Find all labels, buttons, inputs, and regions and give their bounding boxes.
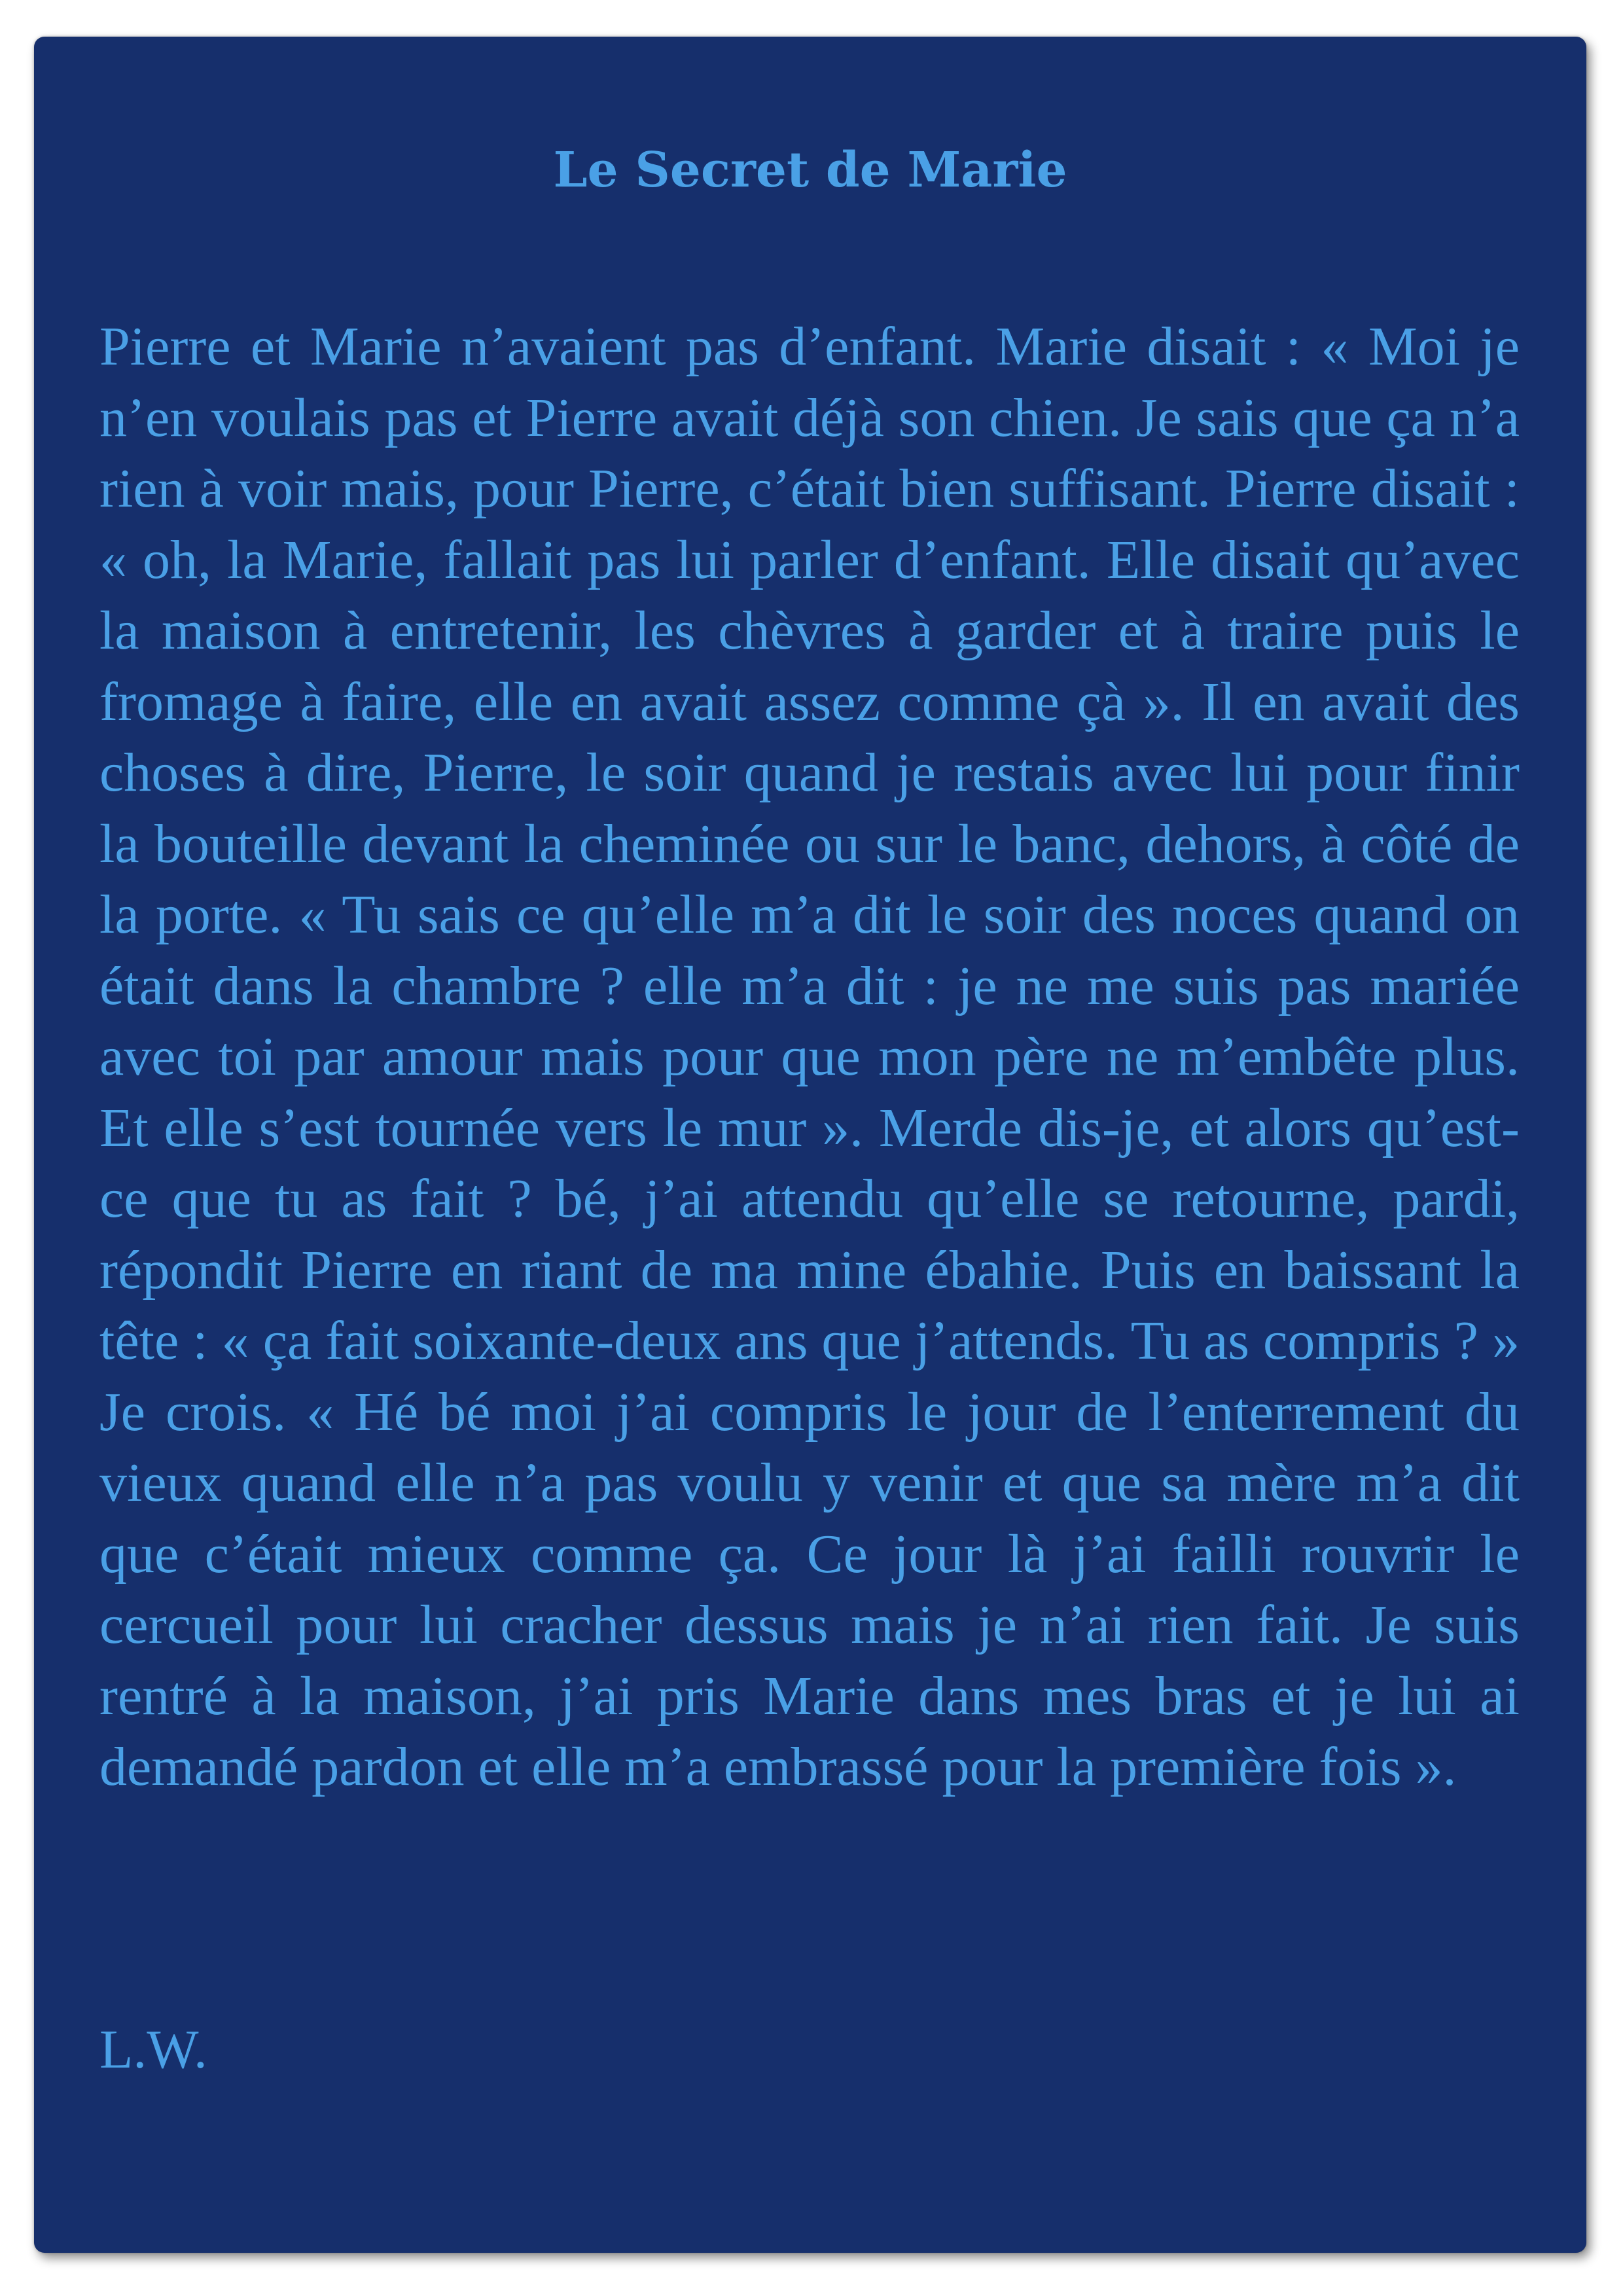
story-text: Pierre et Marie n’avaient pas d’enfant. Marie disait : « Moi je n’en voulais pas et Pierre avait déjà son chien. Je sais que ça n’a rien à voir mais, pour Pierre, c’était bien suffisant. Pierre disait : « oh, la Marie, fallait pas lui parler d’enfant. Elle disait qu’avec la maison à entretenir, les chèvres à garder et à traire puis le fromage à faire, elle en avait assez comme çà ». Il en avait des choses à dire, Pierre, le soir quand je restais avec lui pour finir la bouteille devant la cheminée ou sur le banc, dehors, à côté de la porte. « Tu sais ce qu’elle m’a dit le soir des noces quand on était dans la chambre ? elle m’a dit : je ne me suis pas mariée avec toi par amour mais pour que mon père ne m’embête plus. Et elle s’est tournée vers le mur ». Merde dis-je, et alors qu’est-ce que tu as fait ? bé, j’ai attendu qu’elle se retourne, pardi, répondit Pierre en riant de ma mine ébahie. Puis en baissant la tête : « ça fait soixante-deux ans que j’attends. Tu as compris ? » Je crois. « Hé bé moi j’ai compris le jour de l’enterrement du vieux quand elle n’a pas voulu y venir et que sa mère m’a dit que c’était mieux comme ça. Ce jour là j’ai failli rouvrir le cercueil pour lui cracher dessus mais je n’ai rien fait. Je suis rentré à la maison, j’ai pris Marie dans mes bras et je lui ai demandé pardon et elle m’a embrassé pour la première fois ». (99, 316, 1520, 1797)
document-page (34, 37, 1586, 2253)
document-title: Le Secret de Marie (553, 142, 1067, 198)
author-signature: L.W. (99, 2019, 207, 2080)
